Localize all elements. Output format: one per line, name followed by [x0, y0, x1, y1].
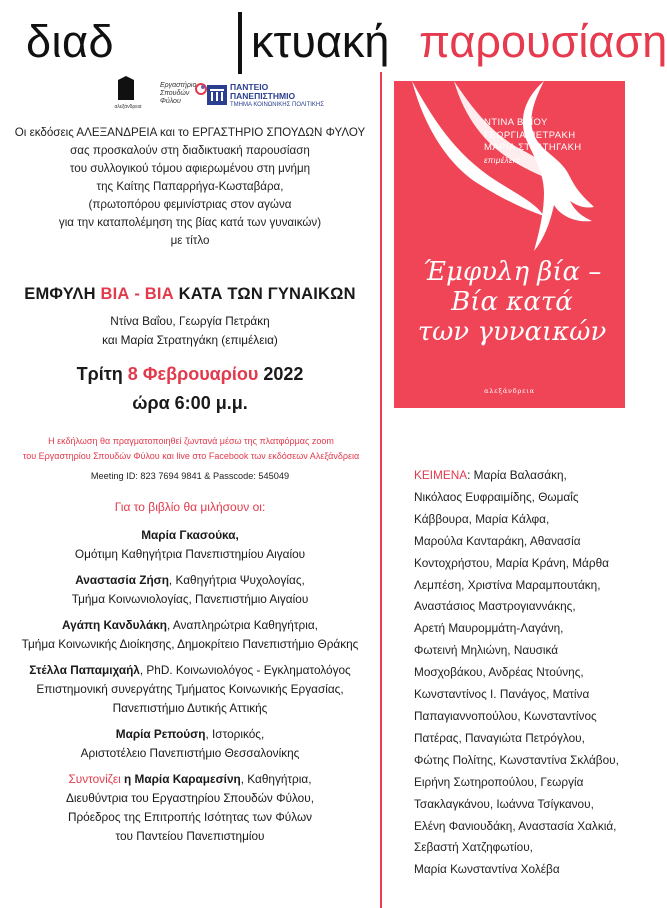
- event-weekday: Τρίτη: [76, 364, 128, 384]
- coordinator-block: [8, 770, 372, 846]
- cover-author: ΓΕΩΡΓΙΑ ΠΕΤΡΑΚΗ: [484, 129, 576, 141]
- speaker-name: Μαρία Γκασούκα,: [141, 528, 239, 542]
- contributors-line: Νικόλαος Ευφραιμίδης, Θωμαΐς: [414, 489, 579, 504]
- book-title-part2: ΒΙΑ - ΒΙΑ: [100, 285, 174, 303]
- book-title-part1: ΕΜΦΥΛΗ: [24, 285, 101, 303]
- coordinator-label: Συντονίζει: [68, 772, 121, 786]
- zoom-info-line1: Η εκδήλωση θα πραγματοποιηθεί ζωντανά μέσω της πλατφόρμας zoom: [48, 436, 334, 446]
- cover-author: ΜΑΡΙΑ ΣΤΡΑΤΗΓΑΚΗ: [484, 142, 582, 153]
- page-header: [0, 12, 667, 72]
- coordinator-affiliation: του Παντείου Πανεπιστημίου: [115, 829, 265, 843]
- header-text-part2: κτυακή: [251, 16, 390, 67]
- speaker-block: [8, 571, 372, 609]
- contributors-line: Μαρία Κωνσταντίνα Χολέβα: [414, 862, 560, 877]
- invitation-text: [10, 124, 370, 250]
- contributors-list: [414, 465, 636, 881]
- contributors-line: Πατέρας, Παναγιώτα Πετρόγλου,: [414, 730, 585, 745]
- contributors-line: Ελένη Φανιουδάκη, Αναστασία Χαλκιά,: [414, 818, 617, 833]
- coordinator-name: η Μαρία Καραμεσίνη: [120, 772, 241, 786]
- university-name-line2: ΠΑΝΕΠΙΣΤΗΜΙΟ: [230, 91, 296, 101]
- publisher-logo-icon: [108, 76, 148, 102]
- speaker-block: [8, 616, 372, 654]
- contributors-line: Αρετή Μαυρομμάτη-Λαγάνη,: [414, 621, 564, 636]
- speaker-name: Στέλλα Παπαμιχαήλ: [29, 663, 140, 677]
- contributors-line: Φωτεινή Μηλιώνη, Ναυσικά: [414, 643, 559, 658]
- university-department: ΤΜΗΜΑ ΚΟΙΝΩΝΙΚΗΣ ΠΟΛΙΤΙΚΗΣ: [230, 102, 324, 108]
- meeting-credentials: Meeting ID: 823 7694 9841 & Passcode: 545049: [90, 471, 290, 481]
- contributors-line: Μοσχοβάκου, Ανδρέας Ντούνης,: [414, 665, 584, 680]
- contributors-line: Τσακλαγκάνου, Ιωάννα Τσίγκανου,: [414, 796, 594, 811]
- editors: [10, 312, 370, 350]
- publisher-logo: [108, 76, 148, 110]
- event-year: 2022: [258, 364, 304, 384]
- speaker-block: [8, 725, 372, 763]
- university-emblem-icon: [205, 82, 229, 108]
- cover-title: [402, 257, 622, 347]
- event-time: ώρα 6:00 μ.μ.: [132, 393, 248, 413]
- speaker-title: , Καθηγήτρια Ψυχολογίας,: [168, 573, 305, 587]
- intro-line: Οι εκδόσεις ΑΛΕΞΑΝΔΡΕΙΑ και το ΕΡΓΑΣΤΗΡΙΟ ΣΠΟΥΔΩΝ ΦΥΛΟΥ: [14, 126, 366, 139]
- contributors-line: Λεμπέση, Χριστίνα Μαραμπουτάκη,: [414, 577, 601, 592]
- cover-authors: [484, 117, 620, 167]
- speaker-title: , Αναπληρώτρια Καθηγήτρια,: [167, 618, 318, 632]
- gender-lab-logo: [160, 82, 197, 112]
- zoom-info-line2: του Εργαστηρίου Σπουδών Φύλου και live στο Facebook των εκδόσεων Αλεξάνδρεια: [22, 451, 360, 461]
- intro-line: με τίτλο: [170, 234, 210, 247]
- intro-line: του συλλογικού τόμου αφιερωμένου στη μνήμη: [69, 162, 311, 175]
- cover-title-line: των γυναικών: [417, 317, 607, 347]
- contributors-line: Σεβαστή Χατζηφωτίου,: [414, 840, 533, 855]
- cover-title-line: Έμφυλη βία –: [422, 257, 602, 287]
- contributors-line: Κωνσταντίνος Ι. Πανάγος, Ματίνα: [414, 687, 590, 702]
- speaker-affiliation: Τμήμα Κοινωνιολογίας, Πανεπιστήμιο Αιγαίου: [71, 592, 309, 606]
- book-title: [10, 285, 370, 304]
- cover-author: ΝΤΙΝΑ ΒΑΪΟΥ: [484, 117, 548, 128]
- contributors-line: Αναστάσιος Μαστρογιαννάκης,: [414, 599, 576, 614]
- coordinator-affiliation: Διευθύντρια του Εργαστηρίου Σπουδών Φύλου,: [66, 791, 314, 805]
- speaker-name: Αναστασία Ζήση: [75, 573, 169, 587]
- university-name: [230, 83, 295, 101]
- speaker-affiliation: Αριστοτέλειο Πανεπιστήμιο Θεσσαλονίκης: [80, 746, 300, 760]
- speaker-name: Μαρία Ρεπούση: [115, 727, 206, 741]
- speaker-title: , PhD. Κοινωνιολόγος - Εγκληματολόγος: [139, 663, 351, 677]
- gender-lab-line1: Εργαστήριο: [160, 82, 197, 89]
- header-text-part3: παρουσίαση: [419, 16, 667, 67]
- university-name-line1: ΠΑΝΤΕΙΟ: [230, 82, 269, 92]
- intro-line: για την καταπολέμηση της βίας κατά των γυναικών): [58, 216, 322, 229]
- speaker-affiliation: Ομότιμη Καθηγήτρια Πανεπιστημίου Αιγαίου: [74, 547, 306, 561]
- column-divider: [380, 72, 382, 908]
- speaker-title: , Ιστορικός,: [205, 727, 265, 741]
- speaker-name: Αγάπη Κανδυλάκη: [62, 618, 167, 632]
- gender-lab-line2: Σπουδών: [160, 90, 190, 97]
- speaker-block: [8, 661, 372, 718]
- editors-line1: Ντίνα Βαΐου, Γεωργία Πετράκη: [110, 314, 270, 328]
- book-cover: [394, 81, 625, 408]
- header-text-part1: διαδ: [26, 16, 115, 67]
- contributors-line: Φώτης Πολίτης, Κωνσταντίνα Σκλάβου,: [414, 752, 619, 767]
- cover-title-line: Βία κατά: [451, 287, 573, 317]
- zoom-info: [10, 434, 372, 464]
- contributors-line: Κάββουρα, Μαρία Κάλφα,: [414, 511, 550, 526]
- book-title-part3: ΚΑΤΑ ΤΩΝ ΓΥΝΑΙΚΩΝ: [173, 285, 356, 303]
- cover-editing-label: επιμέλεια: [484, 155, 520, 165]
- gender-lab-line3: Φύλου: [160, 98, 181, 105]
- event-date: [10, 364, 370, 385]
- event-day-month: 8 Φεβρουαρίου: [127, 364, 259, 384]
- intro-line: (πρωτοπόρου φεμινίστριας στον αγώνα: [88, 198, 292, 211]
- contributors-line: Ειρήνη Σωτηροπούλου, Γεωργία: [414, 774, 584, 789]
- intro-line: σας προσκαλούν στη διαδικτυακή παρουσίαση: [70, 144, 310, 157]
- speaker-block: [8, 526, 372, 564]
- speakers-list: [8, 526, 372, 853]
- publisher-logo-caption: αλεξάνδρεια: [114, 104, 142, 110]
- speakers-heading: Για το βιβλίο θα μιλήσουν οι:: [114, 500, 266, 514]
- coordinator-affiliation: Πρόεδρος της Επιτροπής Ισότητας των Φύλων: [67, 810, 313, 824]
- header-divider: [238, 12, 242, 74]
- contributors-line: Κοντοχρήστου, Μαρία Κράνη, Μάρθα: [414, 555, 609, 570]
- contributors-line: Μαρούλα Κανταράκη, Αθανασία: [414, 533, 581, 548]
- woman-profile-illustration-icon: [394, 81, 625, 281]
- contributors-label: ΚΕΙΜΕΝΑ: [414, 468, 468, 482]
- editors-line2: και Μαρία Στρατηγάκη (επιμέλεια): [102, 333, 278, 347]
- coordinator-title: , Καθηγήτρια,: [240, 772, 312, 786]
- speaker-affiliation: Επιστημονική συνεργάτης Τμήματος Κοινωνικής Εργασίας,: [36, 682, 344, 696]
- contributors-line: Παπαγιαννοπούλου, Κωνσταντίνος: [414, 708, 597, 723]
- speaker-affiliation: Πανεπιστήμιο Δυτικής Αττικής: [112, 701, 268, 715]
- speaker-affiliation: Τμήμα Κοινωνικής Διοίκησης, Δημοκρίτειο Πανεπιστήμιο Θράκης: [21, 637, 359, 651]
- contributors-line: : Μαρία Βαλασάκη,: [467, 468, 567, 482]
- intro-line: της Καίτης Παπαρρήγα-Κωσταβάρα,: [96, 180, 284, 193]
- cover-publisher: αλεξάνδρεια: [484, 387, 535, 395]
